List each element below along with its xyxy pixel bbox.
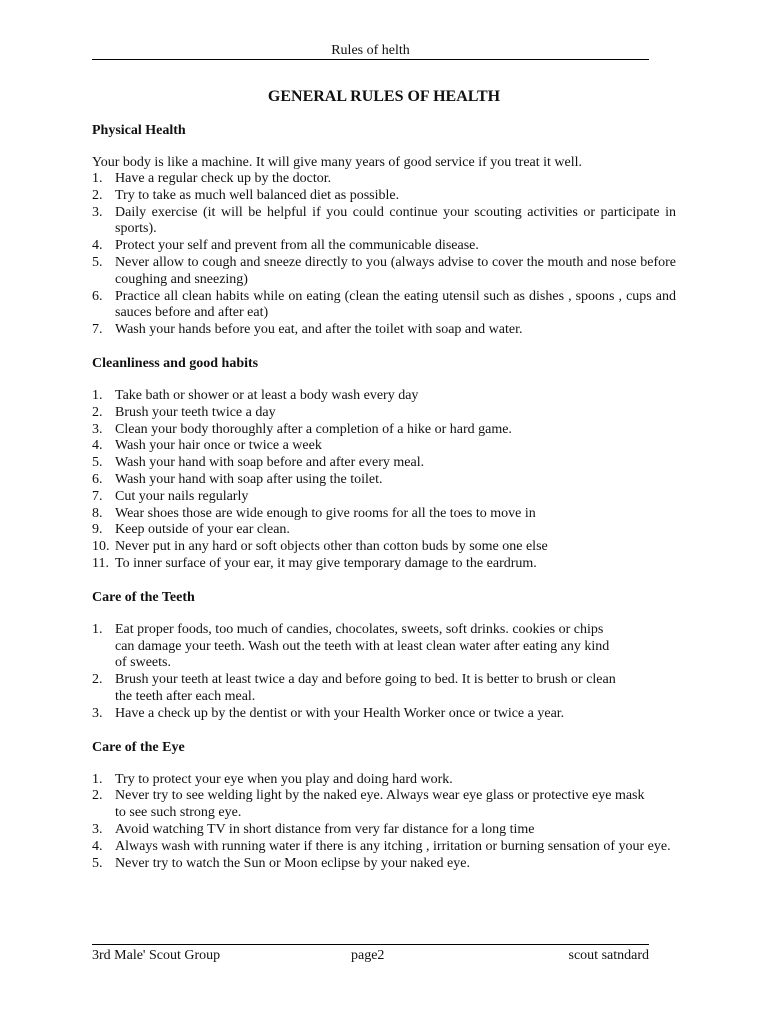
teeth-list	[92, 622, 622, 723]
section-heading-cleanliness: Cleanliness and good habits	[92, 355, 259, 371]
list-item: 10. Never put in any hard or soft objects other than cotton buds by some one else	[92, 539, 548, 555]
list-item: 8. Wear shoes those are wide enough to give rooms for all the toes to move in	[92, 505, 536, 521]
section-heading-teeth: Care of the Teeth	[92, 589, 195, 605]
list-item: 2. Never try to see welding light by the naked eye. Always wear eye glass or protective eye mask to see such strong eye.	[92, 788, 645, 821]
list-item: 7. Cut your nails regularly	[92, 488, 249, 504]
list-item: 1. Take bath or shower or at least a body wash every day	[92, 387, 419, 403]
list-item: 2. Brush your teeth at least twice a day and before going to bed. It is better to brush or clean the teeth after each meal.	[92, 672, 616, 704]
list-item: 3. Avoid watching TV in short distance from very far distance for a long time	[92, 821, 535, 837]
footer-page-number: page2	[351, 948, 385, 963]
list-item: 1. Have a regular check up by the doctor.	[92, 171, 332, 186]
list-item: 4. Wash your hair once or twice a week	[92, 438, 322, 454]
physical-health-intro: Your body is like a machine. It will give many years of good service if you treat it well.	[92, 155, 583, 170]
section-heading-physical-health: Physical Health	[92, 123, 186, 138]
document-title: GENERAL RULES OF HEALTH	[267, 88, 501, 105]
section-heading-eye: Care of the Eye	[92, 739, 185, 755]
list-item: 3. Have a check up by the dentist or with your Health Worker once or twice a year.	[92, 705, 565, 721]
header-rule	[92, 59, 649, 60]
list-item: 7. Wash your hands before you eat, and after the toilet with soap and water.	[92, 322, 523, 338]
list-item: 5. Never allow to cough and sneeze directly to you (always advise to cover the mouth and nose before coughing and sneezing)	[92, 254, 676, 287]
document-page	[92, 0, 676, 1024]
list-item: 11. To inner surface of your ear, it may give temporary damage to the eardrum.	[92, 555, 537, 571]
list-item: 6. Wash your hand with soap after using the toilet.	[92, 471, 383, 487]
list-item: 3. Daily exercise (it will be helpful if you could continue your scouting activities or participate in sports).	[92, 204, 676, 237]
list-item: 6. Practice all clean habits while on eating (clean the eating utensil such as dishes , spoons , cups and sauces before and after eat)	[92, 288, 676, 321]
physical-health-list	[92, 171, 676, 339]
list-item: 4. Protect your self and prevent from all the communicable disease.	[92, 238, 479, 254]
list-item: 1. Eat proper foods, too much of candies, chocolates, sweets, soft drinks. cookies or chips can damage your teeth. Wash out the teeth with at least clean water after eating any kind of sweets.	[92, 621, 610, 671]
list-item: 5. Never try to watch the Sun or Moon eclipse by your naked eye.	[92, 855, 470, 871]
list-item: 5. Wash your hand with soap before and after every meal.	[92, 455, 425, 471]
footer-rule	[92, 944, 649, 945]
document-body	[92, 122, 676, 872]
list-item: 3. Clean your body thoroughly after a completion of a hike or hard game.	[92, 421, 512, 437]
list-item: 4. Always wash with running water if there is any itching , irritation or burning sensation of your eye.	[92, 838, 671, 854]
cleanliness-list	[92, 388, 676, 573]
eye-list	[92, 772, 676, 873]
footer-standard: scout satndard	[568, 948, 649, 963]
list-item: 2. Brush your teeth twice a day	[92, 404, 276, 420]
list-item: 9. Keep outside of your ear clean.	[92, 522, 290, 538]
list-item: 1. Try to protect your eye when you play and doing hard work.	[92, 771, 453, 787]
list-item: 2. Try to take as much well balanced diet as possible.	[92, 187, 400, 203]
footer-group-name: 3rd Male' Scout Group	[92, 948, 221, 963]
running-header: Rules of helth	[331, 43, 410, 58]
